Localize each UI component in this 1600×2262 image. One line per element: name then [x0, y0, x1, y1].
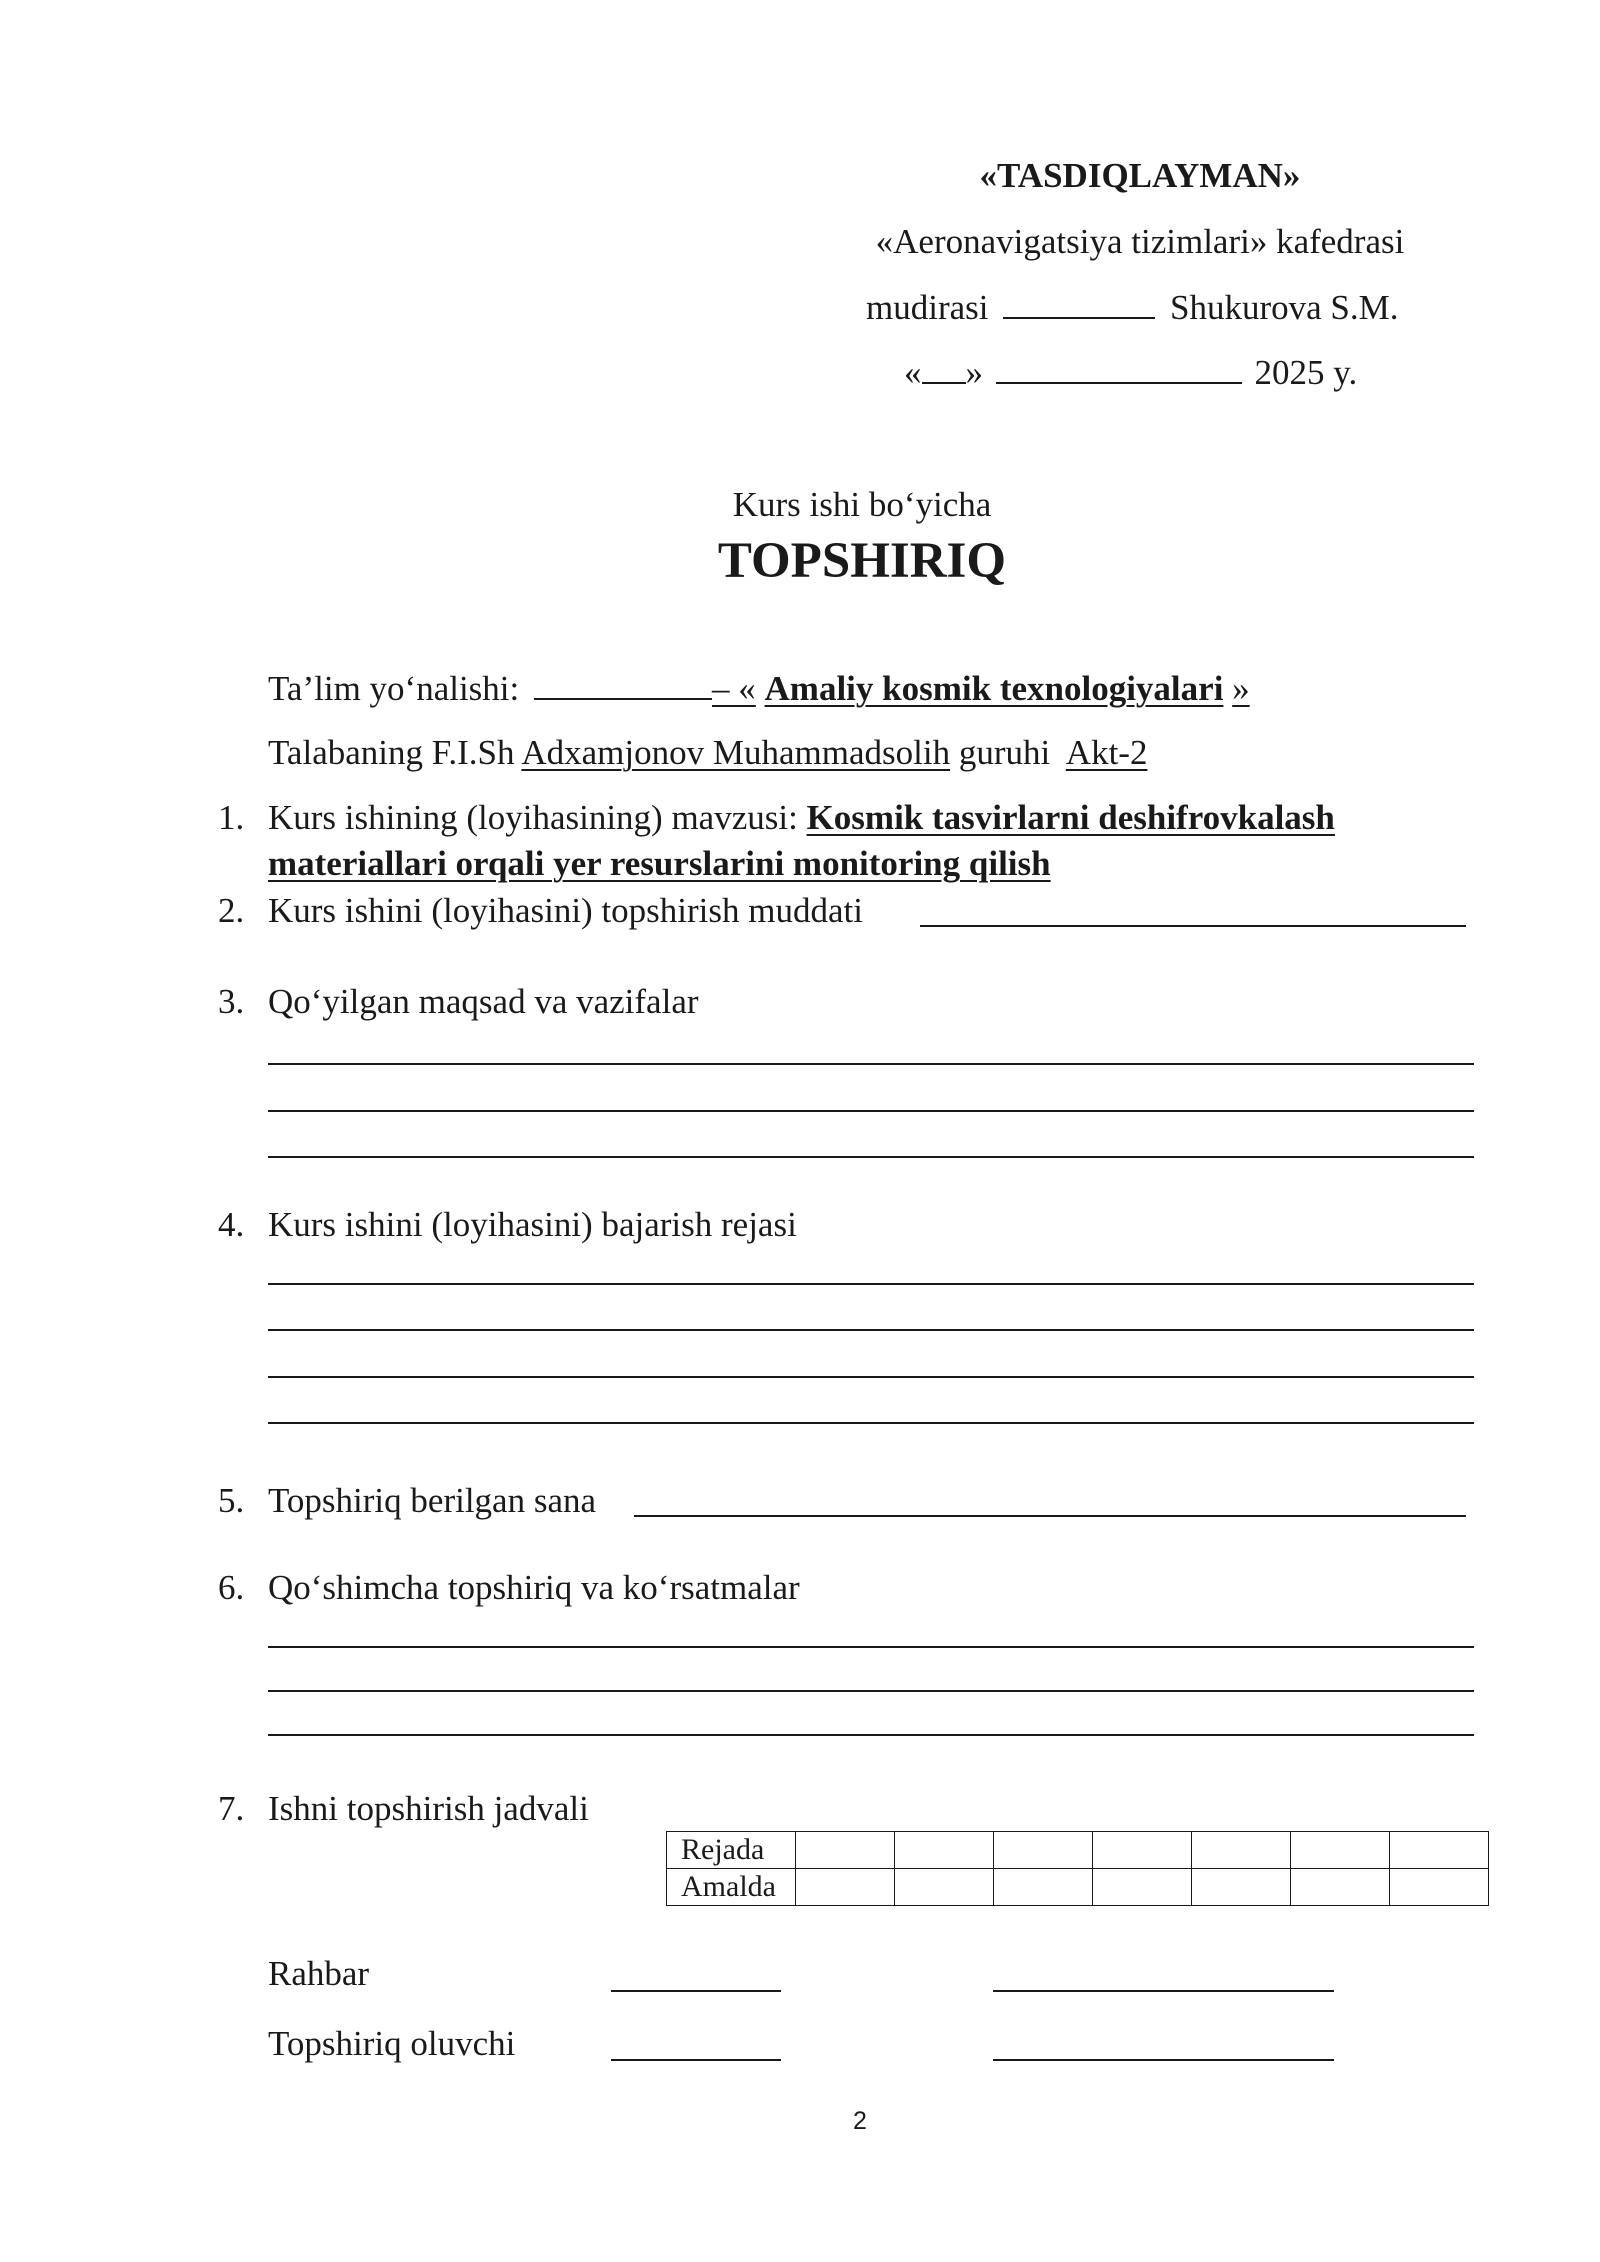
item-4-label: Kurs ishini (loyihasini) bajarish rejasi: [268, 1205, 797, 1244]
date-close-quote: »: [965, 353, 983, 392]
item-6-blank-line: [268, 1690, 1474, 1692]
student-label: Talabaning F.I.Sh: [268, 733, 515, 772]
direction-line: [268, 668, 1250, 709]
approval-year: 2025 y.: [1254, 353, 1358, 392]
topic-line-1: Kosmik tasvirlarni deshifrovkalash: [806, 798, 1335, 837]
heading-subtitle: Kurs ishi bo‘yicha: [732, 485, 992, 524]
item-1-label: Kurs ishining (loyihasining) mavzusi:: [268, 798, 798, 837]
table-row: [667, 1869, 1489, 1906]
item-2-blank-line: [920, 925, 1466, 927]
head-line: [866, 287, 1398, 328]
table-cell: [796, 1832, 895, 1869]
direction-code-blank: [534, 668, 712, 700]
table-cell: [1390, 1832, 1489, 1869]
item-4-number: 4.: [218, 1205, 245, 1244]
item-7-label: Ishni topshirish jadvali: [268, 1789, 589, 1828]
receiver-label: Topshiriq oluvchi: [268, 2024, 516, 2063]
table-cell: [1192, 1832, 1291, 1869]
table-cell: [1093, 1869, 1192, 1906]
student-group: Akt-2: [1065, 733, 1148, 772]
direction-dash: – «: [712, 669, 756, 708]
item-6-number: 6.: [218, 1568, 245, 1607]
item-3-blank-line: [268, 1063, 1474, 1065]
item-5-number: 5.: [218, 1481, 245, 1520]
month-blank: [996, 352, 1242, 384]
item-6-blank-line: [268, 1734, 1474, 1736]
item-4-blank-line: [268, 1283, 1474, 1285]
topic-line-2: materiallari orqali yer resurslarini monitoring qilish: [268, 844, 1051, 883]
table-cell: [1093, 1832, 1192, 1869]
student-name: Adxamjonov Muhammadsolih: [521, 733, 951, 772]
direction-value: Amaliy kosmik texnologiyalari: [764, 669, 1224, 708]
item-3-number: 3.: [218, 982, 245, 1021]
item-4-blank-line: [268, 1329, 1474, 1331]
head-signature-blank: [1003, 287, 1155, 319]
table-row: [667, 1832, 1489, 1869]
table-cell: [895, 1832, 994, 1869]
item-6-label: Qo‘shimcha topshiriq va ko‘rsatmalar: [268, 1568, 800, 1607]
item-5-blank-line: [634, 1515, 1466, 1517]
row-label-actual: Amalda: [667, 1869, 796, 1906]
head-prefix: mudirasi: [866, 288, 989, 327]
item-4-blank-line: [268, 1376, 1474, 1378]
table-cell: [895, 1869, 994, 1906]
item-5-label: Topshiriq berilgan sana: [268, 1481, 597, 1520]
table-cell: [1390, 1869, 1489, 1906]
date-open-quote: «: [904, 353, 922, 392]
row-label-plan: Rejada: [667, 1832, 796, 1869]
table-cell: [994, 1832, 1093, 1869]
supervisor-label: Rahbar: [268, 1954, 370, 1993]
item-6-blank-line: [268, 1646, 1474, 1648]
supervisor-signature-line: [611, 1990, 781, 1992]
item-2-label: Kurs ishini (loyihasini) topshirish muddati: [268, 891, 863, 930]
department-line: «Aeronavigatsiya tizimlari» kafedrasi: [875, 222, 1405, 261]
head-name: Shukurova S.M.: [1169, 288, 1399, 327]
item-2-number: 2.: [218, 891, 245, 930]
page-title: TOPSHIRIQ: [717, 533, 1007, 589]
table-cell: [1291, 1869, 1390, 1906]
item-1-line: [268, 798, 1335, 838]
approval-date-line: [904, 352, 1357, 393]
table-cell: [994, 1869, 1093, 1906]
schedule-table: [666, 1831, 1489, 1906]
item-3-label: Qo‘yilgan maqsad va vazifalar: [268, 982, 699, 1021]
group-label: guruhi: [958, 733, 1051, 772]
approval-title: «TASDIQLAYMAN»: [979, 156, 1301, 195]
item-1-number: 1.: [218, 798, 245, 837]
receiver-name-line: [993, 2059, 1334, 2061]
item-7-number: 7.: [218, 1789, 245, 1828]
table-cell: [1291, 1832, 1390, 1869]
item-3-blank-line: [268, 1156, 1474, 1158]
student-line: [268, 733, 1147, 773]
item-4-blank-line: [268, 1422, 1474, 1424]
table-cell: [1192, 1869, 1291, 1906]
receiver-signature-line: [611, 2059, 781, 2061]
direction-label: Ta’lim yo‘nalishi:: [268, 669, 520, 708]
day-blank: [922, 352, 966, 384]
direction-close-quote: »: [1232, 669, 1250, 708]
page-number: 2: [853, 2107, 867, 2135]
item-3-blank-line: [268, 1110, 1474, 1112]
table-cell: [796, 1869, 895, 1906]
supervisor-name-line: [993, 1990, 1334, 1992]
